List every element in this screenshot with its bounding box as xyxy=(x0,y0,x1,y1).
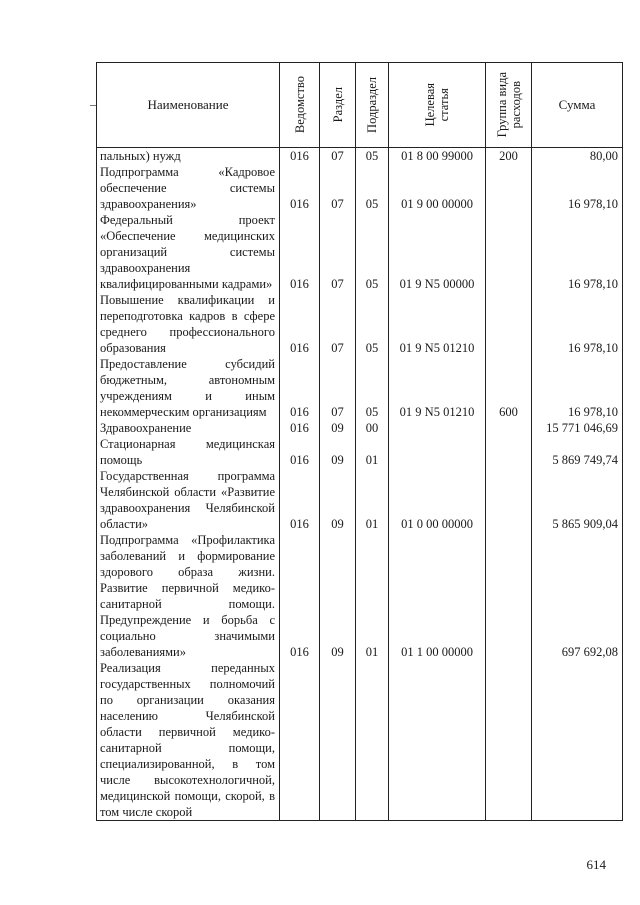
table-row xyxy=(97,356,623,420)
table-row xyxy=(97,660,623,821)
row-name: Федеральный проект «Обеспечение медицинских организаций системы здравоохранения квалифицированными кадрами» xyxy=(97,212,280,292)
row-target xyxy=(389,420,486,436)
row-target: 01 0 00 00000 xyxy=(389,468,486,532)
row-target: 01 9 N5 00000 xyxy=(389,212,486,292)
row-section: 07 xyxy=(320,148,356,165)
row-subsection: 05 xyxy=(356,292,389,356)
row-sum: 16 978,10 xyxy=(532,212,623,292)
row-sum: 5 865 909,04 xyxy=(532,468,623,532)
row-target: 01 9 N5 01210 xyxy=(389,356,486,420)
row-sum: 16 978,10 xyxy=(532,356,623,420)
row-subsection xyxy=(356,660,389,821)
row-name: Реализация переданных государственных полномочий по организации оказания населению Челябинской области первичной медико-санитарной помощи, специализированной, в том числе высокотехнологичной, медицинской помощи, скорой, в том числе скорой xyxy=(97,660,280,821)
row-name: Здравоохранение xyxy=(97,420,280,436)
row-subsection: 01 xyxy=(356,532,389,660)
header-section: Раздел xyxy=(320,63,356,148)
row-group: 200 xyxy=(486,148,532,165)
row-sum: 15 771 046,69 xyxy=(532,420,623,436)
row-dept: 016 xyxy=(280,532,320,660)
row-group xyxy=(486,532,532,660)
row-sum: 5 869 749,74 xyxy=(532,436,623,468)
row-target xyxy=(389,660,486,821)
header-group: Группа вида расходов xyxy=(486,63,532,148)
row-subsection: 00 xyxy=(356,420,389,436)
row-subsection: 05 xyxy=(356,356,389,420)
table-row xyxy=(97,212,623,292)
row-dept: 016 xyxy=(280,420,320,436)
row-sum: 80,00 xyxy=(532,148,623,165)
row-group xyxy=(486,468,532,532)
table-row xyxy=(97,436,623,468)
row-section: 09 xyxy=(320,436,356,468)
table-row xyxy=(97,148,623,165)
row-dept: 016 xyxy=(280,436,320,468)
row-sum xyxy=(532,660,623,821)
row-name: Стационарная медицинская помощь xyxy=(97,436,280,468)
row-sum: 16 978,10 xyxy=(532,164,623,212)
row-section: 09 xyxy=(320,420,356,436)
header-subsection: Подраздел xyxy=(356,63,389,148)
row-target xyxy=(389,436,486,468)
row-name: Предоставление субсидий бюджетным, автономным учреждениям и иным некоммерческим организациям xyxy=(97,356,280,420)
row-subsection: 01 xyxy=(356,436,389,468)
table-header xyxy=(97,63,623,148)
table-row xyxy=(97,164,623,212)
row-group xyxy=(486,420,532,436)
row-group xyxy=(486,660,532,821)
row-dept: 016 xyxy=(280,356,320,420)
row-section: 07 xyxy=(320,164,356,212)
row-subsection: 05 xyxy=(356,164,389,212)
row-section: 07 xyxy=(320,292,356,356)
row-sum: 697 692,08 xyxy=(532,532,623,660)
row-group: 600 xyxy=(486,356,532,420)
row-subsection: 01 xyxy=(356,468,389,532)
header-dept: Ведомство xyxy=(280,63,320,148)
row-section: 09 xyxy=(320,532,356,660)
row-name: Подпрограмма «Кадровое обеспечение системы здравоохранения» xyxy=(97,164,280,212)
row-dept: 016 xyxy=(280,468,320,532)
row-target: 01 9 00 00000 xyxy=(389,164,486,212)
row-name: Повышение квалификации и переподготовка кадров в сфере среднего профессионального образования xyxy=(97,292,280,356)
row-section xyxy=(320,660,356,821)
header-name: Наименование xyxy=(97,63,280,148)
row-name: пальных) нужд xyxy=(97,148,280,165)
row-dept: 016 xyxy=(280,212,320,292)
budget-table xyxy=(96,62,623,821)
row-dept xyxy=(280,660,320,821)
row-dept: 016 xyxy=(280,164,320,212)
row-target: 01 9 N5 01210 xyxy=(389,292,486,356)
row-subsection: 05 xyxy=(356,148,389,165)
table-row xyxy=(97,532,623,660)
row-name: Подпрограмма «Профилактика заболеваний и формирование здорового образа жизни. Развитие первичной медико-санитарной помощи. Предупреждение и борьба с социально значимыми заболеваниями» xyxy=(97,532,280,660)
row-dept: 016 xyxy=(280,148,320,165)
row-section: 07 xyxy=(320,356,356,420)
row-target: 01 1 00 00000 xyxy=(389,532,486,660)
row-group xyxy=(486,164,532,212)
table-row xyxy=(97,420,623,436)
row-section: 09 xyxy=(320,468,356,532)
row-sum: 16 978,10 xyxy=(532,292,623,356)
table-row xyxy=(97,292,623,356)
row-dept: 016 xyxy=(280,292,320,356)
header-sum: Сумма xyxy=(532,63,623,148)
row-group xyxy=(486,436,532,468)
page-number: 614 xyxy=(586,857,606,872)
row-group xyxy=(486,212,532,292)
row-subsection: 05 xyxy=(356,212,389,292)
row-name: Государственная программа Челябинской области «Развитие здравоохранения Челябинской области» xyxy=(97,468,280,532)
row-target: 01 8 00 99000 xyxy=(389,148,486,165)
table-row xyxy=(97,468,623,532)
header-target: Целевая статья xyxy=(389,63,486,148)
row-group xyxy=(486,292,532,356)
row-section: 07 xyxy=(320,212,356,292)
